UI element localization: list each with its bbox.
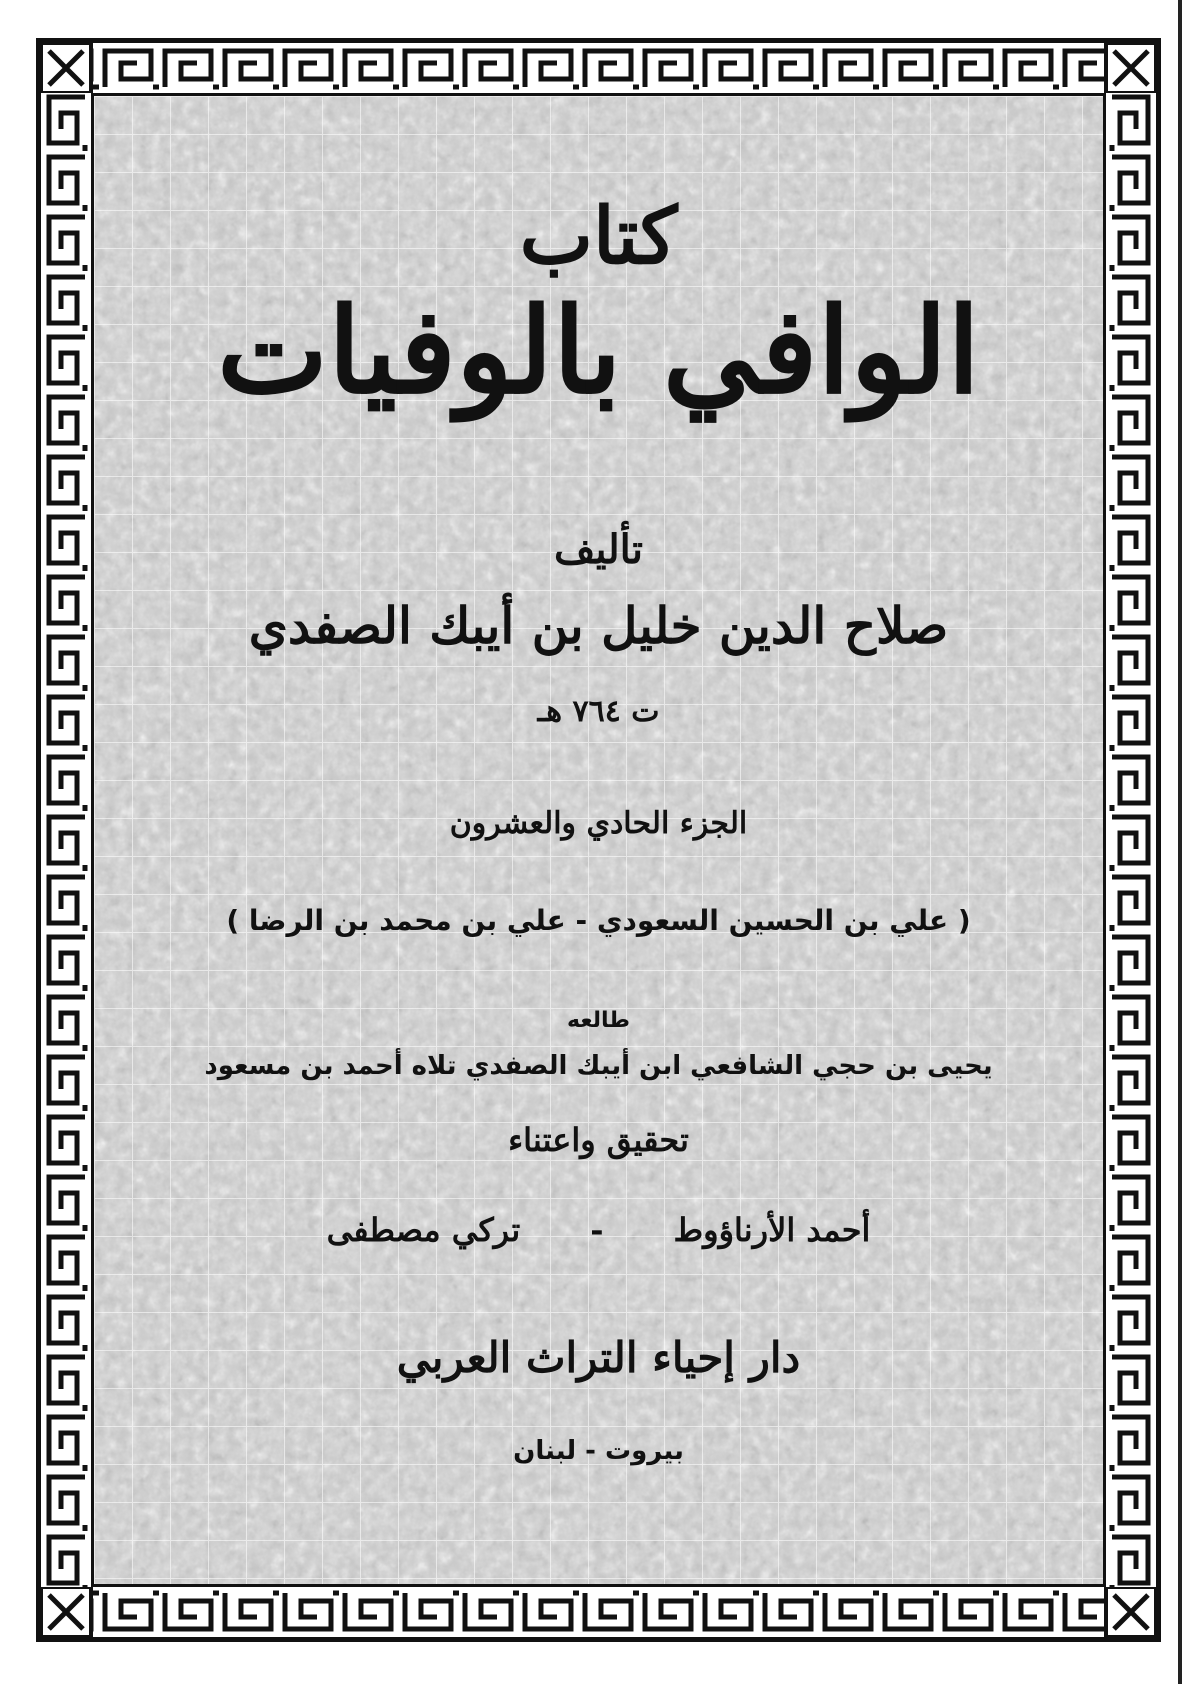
page-edge bbox=[1178, 0, 1182, 1684]
title-panel bbox=[91, 93, 1106, 1587]
volume-label: الجزء الحادي والعشرون bbox=[449, 806, 748, 841]
author-name: صلاح الدين خليل بن أيبك الصفدي bbox=[248, 596, 949, 655]
book-label: كتاب bbox=[519, 191, 678, 282]
tabaqah-label: طالعه bbox=[566, 1008, 630, 1033]
publisher-city: بيروت - لبنان bbox=[513, 1436, 684, 1466]
greek-key-border-right bbox=[1106, 93, 1156, 1587]
publisher-name: دار إحياء التراث العربي bbox=[396, 1333, 801, 1382]
author-death-year: ت ٧٦٤ هـ bbox=[537, 694, 660, 729]
editors-row bbox=[94, 1211, 1103, 1249]
authorship-label: تأليف bbox=[554, 526, 643, 573]
editor-separator: - bbox=[590, 1211, 604, 1249]
editor-right: أحمد الأرناؤوط bbox=[673, 1211, 871, 1249]
book-title: الوافي بالوفيات bbox=[216, 281, 981, 420]
editing-label: تحقيق واعتناء bbox=[508, 1121, 689, 1159]
greek-key-border-left bbox=[41, 93, 91, 1587]
greek-key-border-bottom bbox=[41, 1587, 1156, 1637]
tabaqah-names: يحيى بن حجي الشافعي ابن أيبك الصفدي تلاه أحمد بن مسعود bbox=[204, 1051, 993, 1081]
greek-key-border-top bbox=[41, 43, 1156, 93]
volume-range: ( علي بن الحسين السعودي - علي بن محمد بن الرضا ) bbox=[226, 904, 971, 937]
editor-left: تركي مصطفى bbox=[326, 1211, 521, 1249]
